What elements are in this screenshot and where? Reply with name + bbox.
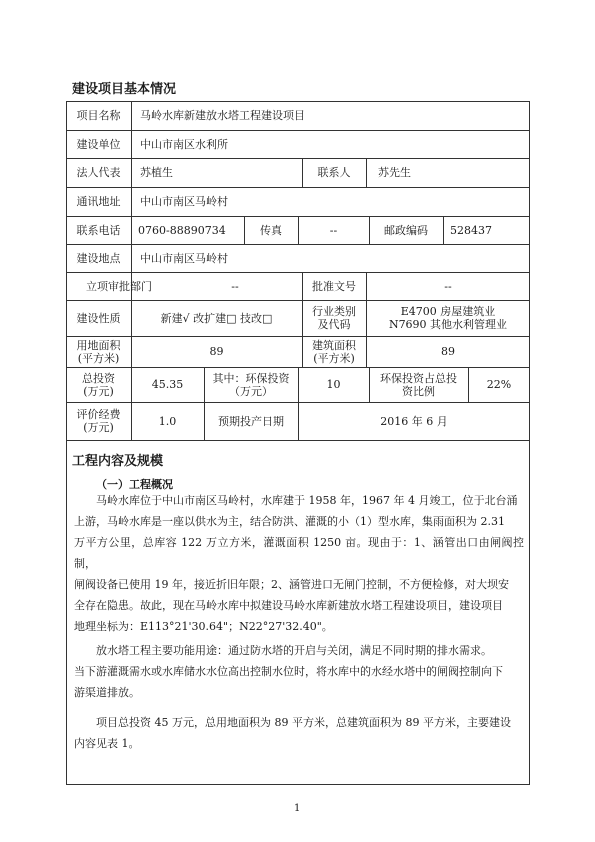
land-area-value: 89 bbox=[209, 345, 224, 358]
industry-label: 行业类别 及代码 bbox=[312, 305, 356, 331]
section-title-content-scale: 工程内容及规模 bbox=[72, 454, 164, 469]
phone-value: 0760-88890734 bbox=[138, 223, 226, 237]
text-line: 闸阀设备已使用 19 年，接近折旧年限；2、涵管进口无闸门控制，不方便检修，对大坝安 bbox=[74, 578, 509, 591]
text-line: 上游，马岭水库是一座以供水为主，结合防洪、灌溉的小（1）型水库，集雨面积为 2.31 bbox=[74, 515, 505, 528]
builder-value: 中山市南区水利所 bbox=[140, 137, 228, 151]
section-title-basic-info: 建设项目基本情况 bbox=[72, 82, 177, 97]
legal-rep-label: 法人代表 bbox=[76, 166, 121, 179]
text-line: 全存在隐患。故此，现在马岭水库中拟建设马岭水库新建放水塔工程建设项目，建设项目 bbox=[74, 599, 503, 612]
contact-label: 联系人 bbox=[317, 166, 351, 179]
text-line: 项目总投资 45 万元，总用地面积为 89 平方米，总建筑面积为 89 平方米，主要建设 bbox=[96, 716, 511, 729]
legal-rep-value: 苏植生 bbox=[140, 166, 173, 179]
text-line: 马岭水库位于中山市南区马岭村，水库建于 1958 年，1967 年 4 月竣工，位于北台涌 bbox=[96, 494, 518, 507]
page-number: 1 bbox=[294, 803, 301, 814]
text-line: 当下游灌溉需水或水库储水水位高出控制水位时，将水库中的水经水塔中的闸阀控制向下 bbox=[74, 665, 503, 678]
address-label: 通讯地址 bbox=[76, 195, 121, 208]
contact-value: 苏先生 bbox=[378, 166, 411, 179]
total-invest-label: 总投资 (万元) bbox=[82, 371, 115, 398]
table-rule bbox=[443, 216, 444, 244]
builder-label: 建设单位 bbox=[76, 137, 121, 151]
text-line: 万平方公里，总库容 122 万立方米，灌溉面积 1250 亩。现由于：1、涵管出口由闸阀控制， bbox=[74, 536, 524, 570]
site-label: 建设地点 bbox=[76, 251, 121, 265]
env-ratio-label: 环保投资占总投 资比例 bbox=[380, 371, 457, 398]
approval-no-label: 批准文号 bbox=[312, 279, 356, 293]
start-date-value: 2016 年 6 月 bbox=[380, 414, 448, 428]
approval-dept-value: -- bbox=[231, 279, 239, 293]
env-invest-label: 其中：环保投资 （万元） bbox=[212, 371, 290, 398]
approval-no-value: -- bbox=[444, 279, 452, 293]
eval-fee-value: 1.0 bbox=[158, 414, 177, 428]
table-rule bbox=[66, 440, 530, 441]
industry-value: E4700 房屋建筑业 N7690 其他水利管理业 bbox=[388, 305, 508, 331]
table-rule bbox=[366, 158, 367, 187]
subsection-title-overview: （一）工程概况 bbox=[96, 478, 173, 491]
total-invest-value: 45.35 bbox=[151, 378, 184, 391]
fax-label: 传真 bbox=[260, 223, 282, 237]
postcode-value: 528437 bbox=[450, 223, 492, 237]
nature-value: 新建√ 改扩建□ 技改□ bbox=[160, 311, 273, 325]
approval-dept-label: 立项审批部门 bbox=[86, 279, 152, 293]
env-invest-value: 10 bbox=[326, 378, 341, 391]
start-date-label: 预期投产日期 bbox=[218, 414, 284, 428]
text-line: 地理坐标为：E113°21'30.64"；N22°27'32.40"。 bbox=[74, 620, 333, 633]
build-area-label: 建筑面积 (平方米) bbox=[312, 338, 356, 365]
project-name-value: 马岭水库新建放水塔工程建设项目 bbox=[140, 109, 305, 122]
eval-fee-label: 评价经费 (万元) bbox=[76, 408, 121, 434]
address-value: 中山市南区马岭村 bbox=[140, 195, 228, 208]
site-value: 中山市南区马岭村 bbox=[140, 251, 228, 265]
build-area-value: 89 bbox=[441, 345, 455, 358]
text-line: 内容见表 1。 bbox=[74, 737, 140, 750]
text-line: 游渠道排放。 bbox=[74, 686, 140, 699]
phone-label: 联系电话 bbox=[76, 223, 121, 237]
paragraph-function bbox=[74, 640, 524, 703]
fax-value: -- bbox=[329, 223, 338, 237]
env-ratio-value: 22% bbox=[486, 378, 512, 391]
text-line: 放水塔工程主要功能用途：通过防水塔的开启与关闭，满足不同时期的排水需求。 bbox=[96, 644, 492, 657]
postcode-label: 邮政编码 bbox=[384, 223, 428, 237]
nature-label: 建设性质 bbox=[76, 311, 121, 325]
paragraph-investment bbox=[74, 712, 524, 754]
paragraph-overview bbox=[74, 490, 524, 637]
land-area-label: 用地面积 (平方米) bbox=[76, 338, 121, 365]
project-name-label: 项目名称 bbox=[76, 109, 121, 122]
